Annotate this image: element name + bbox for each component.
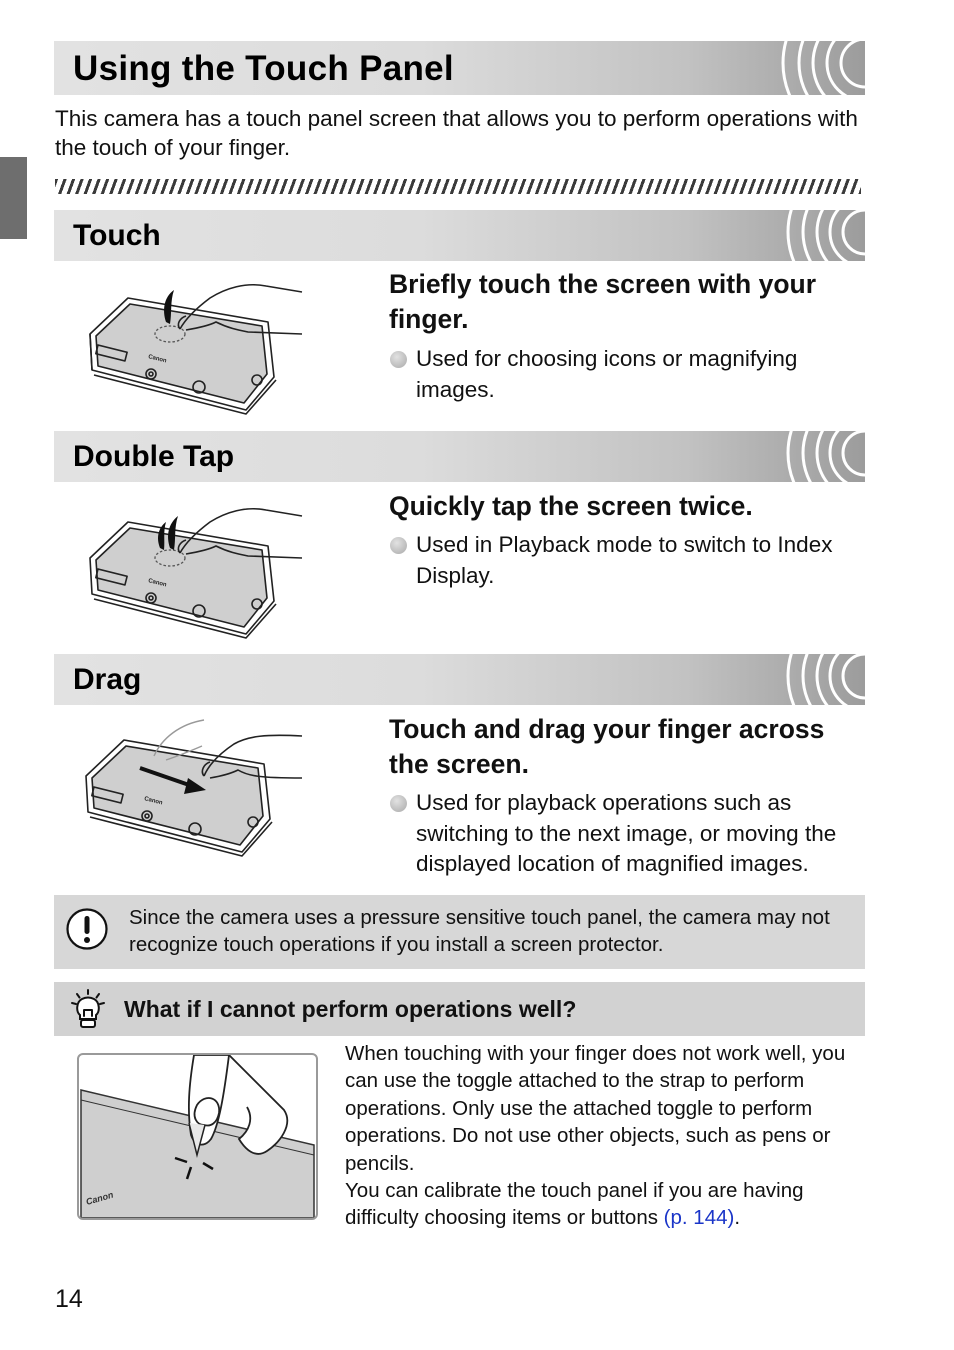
exclamation-icon <box>65 907 109 951</box>
tip-title: What if I cannot perform operations well? <box>124 996 577 1022</box>
page-144-link[interactable]: (p. 144) <box>663 1206 735 1230</box>
tip-paragraph-2-end: . <box>734 1206 741 1230</box>
bullet-double-tap <box>389 530 864 591</box>
drag-illustration <box>84 716 306 861</box>
section-header-touch <box>54 210 865 261</box>
bullet-text: Used for choosing icons or magnifying images. <box>416 346 798 402</box>
camera-brand-label: Canon <box>84 1189 115 1207</box>
camera-brand-label: Canon <box>143 796 164 807</box>
bullet-text: Used in Playback mode to switch to Index Display. <box>416 532 833 588</box>
step-touch: Briefly touch the screen with your finger. <box>389 269 817 334</box>
tip-paragraph-2-text: You can calibrate the touch panel if you are having difficulty choosing items or buttons <box>345 1179 804 1230</box>
lightbulb-icon <box>70 988 106 1032</box>
tip-header <box>54 982 865 1036</box>
decorative-arcs-icon <box>755 210 865 261</box>
bullet-dot-icon <box>390 795 407 812</box>
section-heading: Double Tap <box>73 440 235 473</box>
camera-brand-label: Canon <box>147 354 168 365</box>
step-drag: Touch and drag your finger across the screen. <box>389 714 825 779</box>
tip-paragraph-2 <box>345 1177 860 1232</box>
decorative-arcs-icon <box>745 41 865 95</box>
caution-note <box>54 895 865 969</box>
tip-body <box>345 1040 860 1232</box>
intro-text: This camera has a touch panel screen that allows you to perform operations with the touch of your finger. <box>55 106 858 160</box>
decorative-arcs-icon <box>755 654 865 705</box>
tip-paragraph-1: When touching with your finger does not work well, you can use the toggle attached to the strap to perform operations. Only use the attached toggle to perform operations. Do not use other objects, such as pens or pencils. <box>345 1042 846 1175</box>
step-double-tap: Quickly tap the screen twice. <box>389 491 753 521</box>
page-number: 14 <box>55 1285 83 1313</box>
camera-brand-label: Canon <box>147 578 168 589</box>
touch-illustration <box>86 272 308 417</box>
caution-text: Since the camera uses a pressure sensitive touch panel, the camera may not recognize touch operations if you install a screen protector. <box>129 906 830 956</box>
section-heading: Drag <box>73 663 142 696</box>
double-tap-illustration <box>86 496 308 641</box>
section-header-drag <box>54 654 865 705</box>
decorative-arcs-icon <box>755 431 865 482</box>
page-title: Using the Touch Panel <box>73 49 454 88</box>
toggle-illustration <box>77 1053 318 1220</box>
bullet-dot-icon <box>390 537 407 554</box>
page-title-bar <box>54 41 865 95</box>
bullet-touch <box>389 344 864 405</box>
chapter-edge-tab <box>0 157 27 239</box>
section-header-double-tap <box>54 431 865 482</box>
toggle-stylus-illustration <box>79 1055 316 1218</box>
section-heading: Touch <box>73 219 161 252</box>
bullet-dot-icon <box>390 351 407 368</box>
bullet-text: Used for playback operations such as switching to the next image, or moving the displayed location of magnified images. <box>416 790 837 876</box>
section-divider <box>55 179 861 194</box>
bullet-drag <box>389 788 864 880</box>
